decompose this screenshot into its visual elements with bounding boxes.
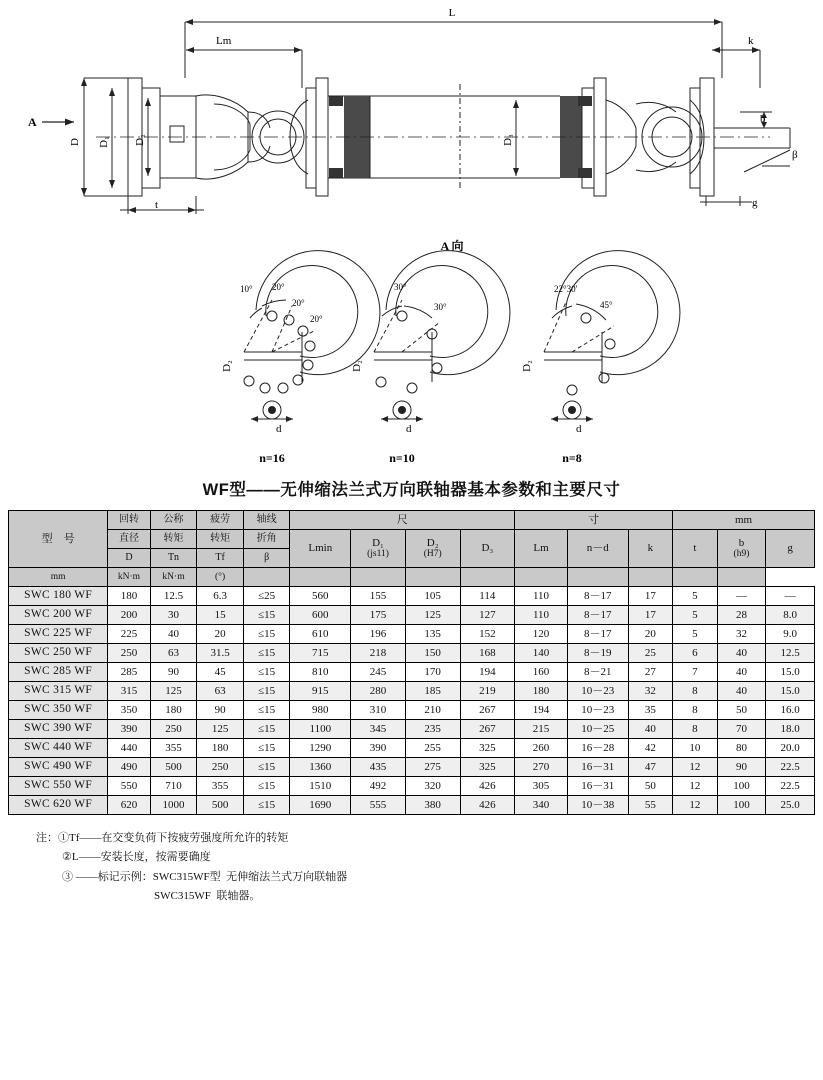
cell-t: 7 (673, 663, 718, 682)
cell-D: 285 (108, 663, 151, 682)
cell-D2: 150 (405, 644, 460, 663)
cell-g: 18.0 (766, 720, 815, 739)
th-model: 型 号 (9, 511, 108, 568)
technical-drawing (0, 0, 823, 470)
dim-D1-label: D₁ (98, 136, 110, 148)
cell-t: 5 (673, 606, 718, 625)
cell-k: 35 (628, 701, 673, 720)
cell-k: 17 (628, 606, 673, 625)
cell-beta: ≤15 (243, 644, 290, 663)
cell-D2: 320 (405, 777, 460, 796)
cell-b: 100 (717, 796, 766, 815)
notes-block (0, 829, 823, 906)
cell-b: 40 (717, 682, 766, 701)
dim-t-label: t (155, 199, 159, 211)
th-D2 (405, 530, 460, 568)
cell-k: 55 (628, 796, 673, 815)
cell-D: 180 (108, 587, 151, 606)
flange-view-n16 (221, 251, 380, 465)
cell-g: 22.5 (766, 777, 815, 796)
th-D1-sub: (js11) (367, 549, 389, 560)
th-D-sym (108, 549, 151, 568)
cell-k: 25 (628, 644, 673, 663)
page-title: WF型——无伸缩法兰式万向联轴器基本参数和主要尺寸 (202, 481, 621, 499)
cell-D3: 325 (460, 758, 515, 777)
flange-n8-angle-1: 45° (600, 300, 613, 310)
cell-t: 6 (673, 644, 718, 663)
cell-nd: 8－17 (567, 587, 628, 606)
th-group-dim: 尺 (290, 511, 515, 530)
cell-Tf: 125 (197, 720, 244, 739)
th-nd-sym: n－d (586, 542, 609, 555)
cell-b: — (717, 587, 766, 606)
table-row (9, 720, 815, 739)
cell-D1: 196 (351, 625, 406, 644)
cell-t: 10 (673, 739, 718, 758)
flange-view-n10 (351, 251, 510, 465)
cell-t: 12 (673, 796, 718, 815)
th-sub-Lmin (243, 568, 290, 587)
th-Lmin-sym: Lmin (308, 542, 333, 555)
th-group-dim2: 寸 (515, 511, 673, 530)
cell-D1: 390 (351, 739, 406, 758)
th-sub-D1 (290, 568, 351, 587)
cell-model: SWC 180 WF (9, 587, 108, 606)
cell-D1: 280 (351, 682, 406, 701)
th-unit-mm: mm (9, 568, 108, 587)
note-1-text: ①Tf——在交变负荷下按疲劳强度所允许的转矩 (58, 832, 289, 844)
cell-Tn: 710 (150, 777, 197, 796)
cell-Lm: 270 (515, 758, 568, 777)
th-sub-t (628, 568, 673, 587)
cell-b: 28 (717, 606, 766, 625)
th-Tn-sym (150, 549, 197, 568)
cell-t: 5 (673, 587, 718, 606)
cell-D: 225 (108, 625, 151, 644)
cell-g: 20.0 (766, 739, 815, 758)
cell-nd: 8－21 (567, 663, 628, 682)
cell-k: 40 (628, 720, 673, 739)
dim-g-label: g (752, 197, 758, 209)
table-row (9, 644, 815, 663)
cell-beta: ≤15 (243, 758, 290, 777)
th-b-sym: b (738, 536, 745, 549)
th-D-l1: 回转 (108, 511, 151, 530)
cell-D: 315 (108, 682, 151, 701)
th-t-sym: t (693, 542, 697, 555)
flange-n10-caption: n=10 (389, 451, 415, 465)
cell-k: 20 (628, 625, 673, 644)
cell-beta: ≤15 (243, 777, 290, 796)
cell-beta: ≤15 (243, 720, 290, 739)
cell-D2: 235 (405, 720, 460, 739)
cell-D1: 435 (351, 758, 406, 777)
cell-t: 8 (673, 720, 718, 739)
note-label: 注： (36, 832, 58, 844)
cell-nd: 10－25 (567, 720, 628, 739)
th-Tf-l2: 转矩 (197, 530, 244, 549)
th-unit-beta: (°) (197, 568, 244, 587)
flange-n16-angle-3: 20° (310, 314, 323, 324)
cell-Lmin: 1510 (290, 777, 351, 796)
cell-b: 70 (717, 720, 766, 739)
cell-g: 16.0 (766, 701, 815, 720)
flange-n8-angle-0: 22°30' (554, 284, 578, 294)
th-group-unit: mm (673, 511, 815, 530)
cell-Tf: 250 (197, 758, 244, 777)
cell-D3: 426 (460, 777, 515, 796)
cell-Lmin: 560 (290, 587, 351, 606)
cell-model: SWC 200 WF (9, 606, 108, 625)
cell-Tf: 90 (197, 701, 244, 720)
th-k-sym: k (647, 542, 654, 555)
dim-D3-label: D₃ (502, 134, 514, 146)
cell-beta: ≤25 (243, 587, 290, 606)
cell-Tf: 31.5 (197, 644, 244, 663)
cell-D1: 175 (351, 606, 406, 625)
th-sub-nd (515, 568, 568, 587)
dim-D2-label: D₂ (134, 134, 146, 146)
cell-D3: 325 (460, 739, 515, 758)
cell-D: 620 (108, 796, 151, 815)
th-beta-l1: 轴线 (243, 511, 290, 530)
cell-Tf: 500 (197, 796, 244, 815)
th-D-symbol: D (125, 552, 133, 564)
dim-k-label: k (748, 35, 754, 47)
cell-D2: 255 (405, 739, 460, 758)
th-sub-b (673, 568, 718, 587)
th-b-sub: (h9) (733, 549, 750, 560)
th-beta-l2: 折角 (243, 530, 290, 549)
cell-Lm: 215 (515, 720, 568, 739)
th-D-l2: 直径 (108, 530, 151, 549)
cell-Lmin: 1100 (290, 720, 351, 739)
cell-beta: ≤15 (243, 796, 290, 815)
cell-model: SWC 620 WF (9, 796, 108, 815)
cell-D2: 210 (405, 701, 460, 720)
spec-table-wrapper (0, 510, 823, 815)
cell-b: 90 (717, 758, 766, 777)
th-g (766, 530, 815, 568)
cell-nd: 16－31 (567, 758, 628, 777)
table-row (9, 701, 815, 720)
cell-model: SWC 390 WF (9, 720, 108, 739)
flange-n8-bolt-label: d (576, 423, 582, 435)
flange-n10-angle-0: 30° (394, 282, 407, 292)
cell-D1: 345 (351, 720, 406, 739)
cell-D3: 219 (460, 682, 515, 701)
cell-g: 15.0 (766, 663, 815, 682)
cell-g: 9.0 (766, 625, 815, 644)
th-Tn-l2: 转矩 (150, 530, 197, 549)
th-beta-sym (243, 549, 290, 568)
cell-Tn: 30 (150, 606, 197, 625)
th-sub-D3 (405, 568, 460, 587)
cell-Tf: 20 (197, 625, 244, 644)
cell-Lm: 180 (515, 682, 568, 701)
cell-D: 200 (108, 606, 151, 625)
th-nd (567, 530, 628, 568)
cell-nd: 16－28 (567, 739, 628, 758)
cell-Lmin: 1360 (290, 758, 351, 777)
dim-beta-label: β (792, 149, 798, 161)
cell-Tn: 500 (150, 758, 197, 777)
note-line-4: SWC315WF 联轴器。 (154, 889, 261, 902)
cell-b: 100 (717, 777, 766, 796)
cell-Tn: 63 (150, 644, 197, 663)
cell-D3: 152 (460, 625, 515, 644)
th-D1 (351, 530, 406, 568)
cell-g: 8.0 (766, 606, 815, 625)
cell-D3: 127 (460, 606, 515, 625)
cell-beta: ≤15 (243, 625, 290, 644)
th-sub-g (717, 568, 766, 587)
cell-D3: 267 (460, 720, 515, 739)
th-g-sym: g (787, 542, 793, 555)
cell-g: 15.0 (766, 682, 815, 701)
flange-n10-bolt-label: d (406, 423, 412, 435)
flange-n16-angle-2: 20° (292, 298, 305, 308)
cell-t: 12 (673, 758, 718, 777)
view-a-caption: A 向 (440, 239, 464, 253)
cell-Lm: 120 (515, 625, 568, 644)
cell-beta: ≤15 (243, 606, 290, 625)
cell-t: 8 (673, 682, 718, 701)
th-D2-sub: (H7) (423, 549, 442, 560)
cell-k: 32 (628, 682, 673, 701)
cell-D2: 135 (405, 625, 460, 644)
cell-Lmin: 915 (290, 682, 351, 701)
th-sub-Lm (460, 568, 515, 587)
cell-model: SWC 285 WF (9, 663, 108, 682)
spec-table (8, 510, 815, 815)
cell-Lm: 260 (515, 739, 568, 758)
th-D1-sym: D₁ (372, 536, 384, 549)
cell-Tf: 180 (197, 739, 244, 758)
table-row (9, 663, 815, 682)
cell-Lmin: 1690 (290, 796, 351, 815)
cell-D3: 194 (460, 663, 515, 682)
cell-Tf: 63 (197, 682, 244, 701)
th-beta-symbol: β (264, 552, 270, 564)
cell-Lm: 160 (515, 663, 568, 682)
cell-g: — (766, 587, 815, 606)
note-line-2: ②L——安装长度，按需要确度 (62, 851, 211, 864)
flange-n16-bolt-label: d (276, 423, 282, 435)
cell-k: 47 (628, 758, 673, 777)
th-Tf-sym (197, 549, 244, 568)
dim-D-label: D (69, 138, 81, 146)
table-row (9, 739, 815, 758)
cell-D2: 185 (405, 682, 460, 701)
cell-Lmin: 1290 (290, 739, 351, 758)
th-Tf-symbol: Tf (215, 552, 225, 564)
cell-Tn: 180 (150, 701, 197, 720)
cell-D: 350 (108, 701, 151, 720)
cell-Tf: 355 (197, 777, 244, 796)
cell-model: SWC 440 WF (9, 739, 108, 758)
th-Lmin (290, 530, 351, 568)
cell-D: 490 (108, 758, 151, 777)
cell-D3: 114 (460, 587, 515, 606)
table-body (9, 587, 815, 815)
cell-model: SWC 550 WF (9, 777, 108, 796)
cell-Lm: 340 (515, 796, 568, 815)
note-line-3: ③ ——标记示例：SWC315WF型 无伸缩法兰式万向联轴器 (62, 870, 348, 883)
cell-Tn: 90 (150, 663, 197, 682)
th-sub-k (567, 568, 628, 587)
cell-Tf: 15 (197, 606, 244, 625)
cell-D3: 267 (460, 701, 515, 720)
cell-Tn: 355 (150, 739, 197, 758)
table-row (9, 625, 815, 644)
cell-nd: 8－17 (567, 625, 628, 644)
flange-n16-inner-label: D₂ (221, 360, 233, 372)
cell-b: 80 (717, 739, 766, 758)
cell-k: 42 (628, 739, 673, 758)
cell-nd: 10－38 (567, 796, 628, 815)
note-line-1 (36, 829, 823, 848)
cell-D3: 168 (460, 644, 515, 663)
table-head (9, 511, 815, 587)
th-Tn-symbol: Tn (167, 552, 180, 564)
cell-g: 25.0 (766, 796, 815, 815)
th-t (673, 530, 718, 568)
flange-view-n8 (521, 251, 680, 465)
cell-k: 50 (628, 777, 673, 796)
cell-nd: 8－17 (567, 606, 628, 625)
dim-Lm-label: Lm (216, 35, 232, 47)
drawing-svg (0, 0, 823, 470)
cell-beta: ≤15 (243, 663, 290, 682)
cell-D: 550 (108, 777, 151, 796)
table-row (9, 587, 815, 606)
cell-Tn: 40 (150, 625, 197, 644)
cell-D2: 380 (405, 796, 460, 815)
cell-Tn: 12.5 (150, 587, 197, 606)
flange-n10-inner-label: D₂ (351, 360, 363, 372)
cell-k: 27 (628, 663, 673, 682)
cell-D1: 555 (351, 796, 406, 815)
cell-D1: 218 (351, 644, 406, 663)
th-b (717, 530, 766, 568)
cell-g: 22.5 (766, 758, 815, 777)
cell-t: 12 (673, 777, 718, 796)
cell-beta: ≤15 (243, 701, 290, 720)
table-row (9, 758, 815, 777)
table-row (9, 796, 815, 815)
table-row (9, 682, 815, 701)
dim-L-label: L (448, 7, 456, 19)
cell-D1: 492 (351, 777, 406, 796)
cell-model: SWC 490 WF (9, 758, 108, 777)
cell-b: 40 (717, 663, 766, 682)
cell-nd: 8－19 (567, 644, 628, 663)
th-Lm (515, 530, 568, 568)
cell-model: SWC 250 WF (9, 644, 108, 663)
th-k (628, 530, 673, 568)
cell-D3: 426 (460, 796, 515, 815)
flange-n16-angle-1: 20° (272, 282, 285, 292)
dim-b-label: b (760, 113, 766, 125)
cell-D2: 105 (405, 587, 460, 606)
cell-D1: 245 (351, 663, 406, 682)
th-Tn-l1: 公称 (150, 511, 197, 530)
th-Tf-l1: 疲劳 (197, 511, 244, 530)
cell-Lm: 140 (515, 644, 568, 663)
cell-Lmin: 600 (290, 606, 351, 625)
cell-D: 440 (108, 739, 151, 758)
cell-b: 32 (717, 625, 766, 644)
cell-t: 8 (673, 701, 718, 720)
cell-model: SWC 225 WF (9, 625, 108, 644)
th-sub-D2 (351, 568, 406, 587)
cell-b: 50 (717, 701, 766, 720)
cell-D2: 170 (405, 663, 460, 682)
cell-beta: ≤15 (243, 682, 290, 701)
cell-nd: 16－31 (567, 777, 628, 796)
flange-n10-angle-1: 30° (434, 302, 447, 312)
cell-Lm: 110 (515, 587, 568, 606)
cell-Lm: 110 (515, 606, 568, 625)
th-D3-sym: D₃ (481, 542, 494, 555)
th-unit-Tn: kN·m (108, 568, 151, 587)
cell-D1: 310 (351, 701, 406, 720)
th-Lm-sym: Lm (533, 542, 549, 555)
cell-D2: 125 (405, 606, 460, 625)
cell-Lmin: 610 (290, 625, 351, 644)
th-unit-Tf: kN·m (150, 568, 197, 587)
table-row (9, 606, 815, 625)
cell-Tn: 250 (150, 720, 197, 739)
cell-g: 12.5 (766, 644, 815, 663)
cell-Tn: 1000 (150, 796, 197, 815)
cell-b: 40 (717, 644, 766, 663)
flange-n16-angle-0: 10° (240, 284, 253, 294)
cell-Lmin: 810 (290, 663, 351, 682)
cell-D: 250 (108, 644, 151, 663)
th-D2-sym: D₂ (426, 536, 439, 549)
cell-Tf: 6.3 (197, 587, 244, 606)
cell-D1: 155 (351, 587, 406, 606)
cell-nd: 10－23 (567, 682, 628, 701)
table-row (9, 777, 815, 796)
cell-model: SWC 350 WF (9, 701, 108, 720)
cell-t: 5 (673, 625, 718, 644)
flange-n16-caption: n=16 (259, 451, 285, 465)
flange-n8-caption: n=8 (562, 451, 582, 465)
cell-D2: 275 (405, 758, 460, 777)
cell-Lm: 305 (515, 777, 568, 796)
cell-Lmin: 980 (290, 701, 351, 720)
cell-Lm: 194 (515, 701, 568, 720)
cell-k: 17 (628, 587, 673, 606)
flange-n8-inner-label: D₂ (521, 360, 533, 372)
cell-beta: ≤15 (243, 739, 290, 758)
cell-Tf: 45 (197, 663, 244, 682)
cell-Tn: 125 (150, 682, 197, 701)
cell-Lmin: 715 (290, 644, 351, 663)
view-arrow-A-label: A (28, 115, 37, 129)
cell-D: 390 (108, 720, 151, 739)
th-D3 (460, 530, 515, 568)
cell-nd: 10－23 (567, 701, 628, 720)
cell-model: SWC 315 WF (9, 682, 108, 701)
